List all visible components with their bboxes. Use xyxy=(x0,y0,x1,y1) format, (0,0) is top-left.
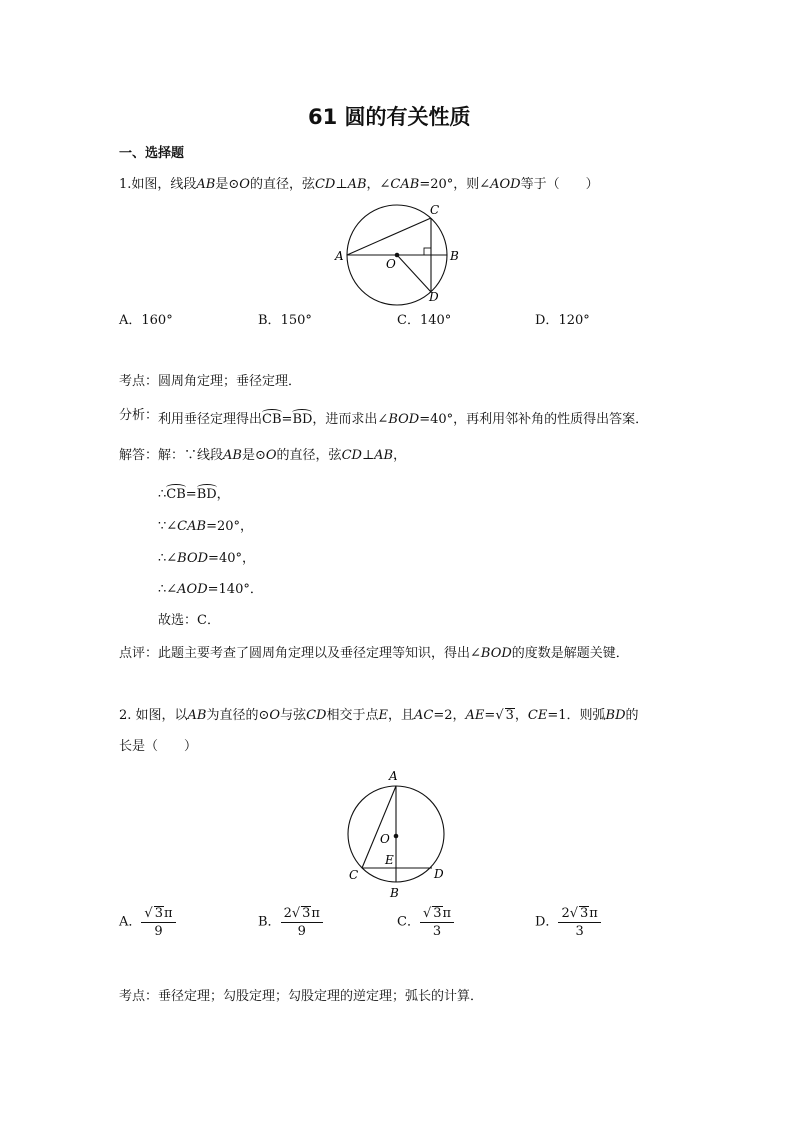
q2-label-a: A xyxy=(389,769,398,783)
q1-step-5: 故选：C． xyxy=(158,613,220,628)
q2-label-d: D xyxy=(434,867,444,881)
q1-step-2: ∵∠CAB=20°， xyxy=(158,519,253,534)
q1-label-o: O xyxy=(386,257,396,271)
q1-step-3: ∴∠BOD=40°， xyxy=(158,551,255,566)
q1-segment-od xyxy=(397,255,431,292)
q2-stem-line-2: 长是（ ） xyxy=(119,739,198,754)
q1-kaodian: 考点：圆周角定理；垂径定理． xyxy=(119,374,302,389)
q1-right-angle-mark xyxy=(424,248,431,255)
q2-option-c[interactable]: C． $\frac{√ 3\pi}{3}$ xyxy=(397,906,454,938)
q1-stem: 1.如图，线段AB是⊙O的直径，弦CD⊥AB，∠CAB=20°，则∠AOD等于（ ） xyxy=(119,177,599,192)
q1-step-1: ∴CB=BD， xyxy=(158,487,230,502)
q1-dianping: 点评：此题主要考查了圆周角定理以及垂径定理等知识，得出∠BOD的度数是解题关键． xyxy=(119,646,629,661)
q1-step-4: ∴∠AOD=140°． xyxy=(158,582,263,597)
q1-option-a[interactable]: A．160° xyxy=(119,313,173,328)
q1-option-b[interactable]: B．150° xyxy=(258,313,312,328)
page-title: 61 圆的有关性质 xyxy=(308,105,471,129)
q1-option-d[interactable]: D．120° xyxy=(535,313,590,328)
q1-figure xyxy=(330,196,465,308)
q2-label-b: B xyxy=(390,886,399,900)
section-heading: 一、选择题 xyxy=(119,146,185,161)
q2-option-a[interactable]: A． $\frac{√ 3\pi}{9}$ xyxy=(119,906,176,938)
arc-bd: BD xyxy=(292,412,313,427)
q2-label-o: O xyxy=(380,832,390,846)
q1-label-b: B xyxy=(450,249,459,263)
q2-kaodian: 考点：垂径定理；勾股定理；勾股定理的逆定理；弧长的计算． xyxy=(119,989,484,1004)
q2-center-dot xyxy=(394,834,399,839)
q2-label-e: E xyxy=(385,853,394,867)
q1-segment-ac xyxy=(347,218,431,255)
q1-jieda: 解答：解：∵线段AB是⊙O的直径，弦CD⊥AB， xyxy=(119,448,407,463)
q1-fenxi: 分析：利用垂径定理得出CB=BD，进而求出∠BOD=40°，再利用邻补角的性质得出答案． xyxy=(119,408,649,427)
q2-option-b[interactable]: B． $\frac{2√ 3\pi}{9}$ xyxy=(258,906,323,938)
q1-label-a: A xyxy=(335,249,344,263)
q2-stem: 2. 如图，以AB为直径的⊙O与弦CD相交于点E，且AC=2，AE=√ 3，CE=1．则弧BD的 xyxy=(119,708,639,723)
q2-label-c: C xyxy=(349,868,359,882)
q1-label-c: C xyxy=(430,203,440,217)
q1-label-d: D xyxy=(429,290,439,304)
q2-option-d[interactable]: D． $\frac{2√ 3\pi}{3}$ xyxy=(535,906,601,938)
arc-cb: CB xyxy=(262,412,282,427)
q1-option-c[interactable]: C．140° xyxy=(397,313,452,328)
q2-figure xyxy=(340,766,450,902)
